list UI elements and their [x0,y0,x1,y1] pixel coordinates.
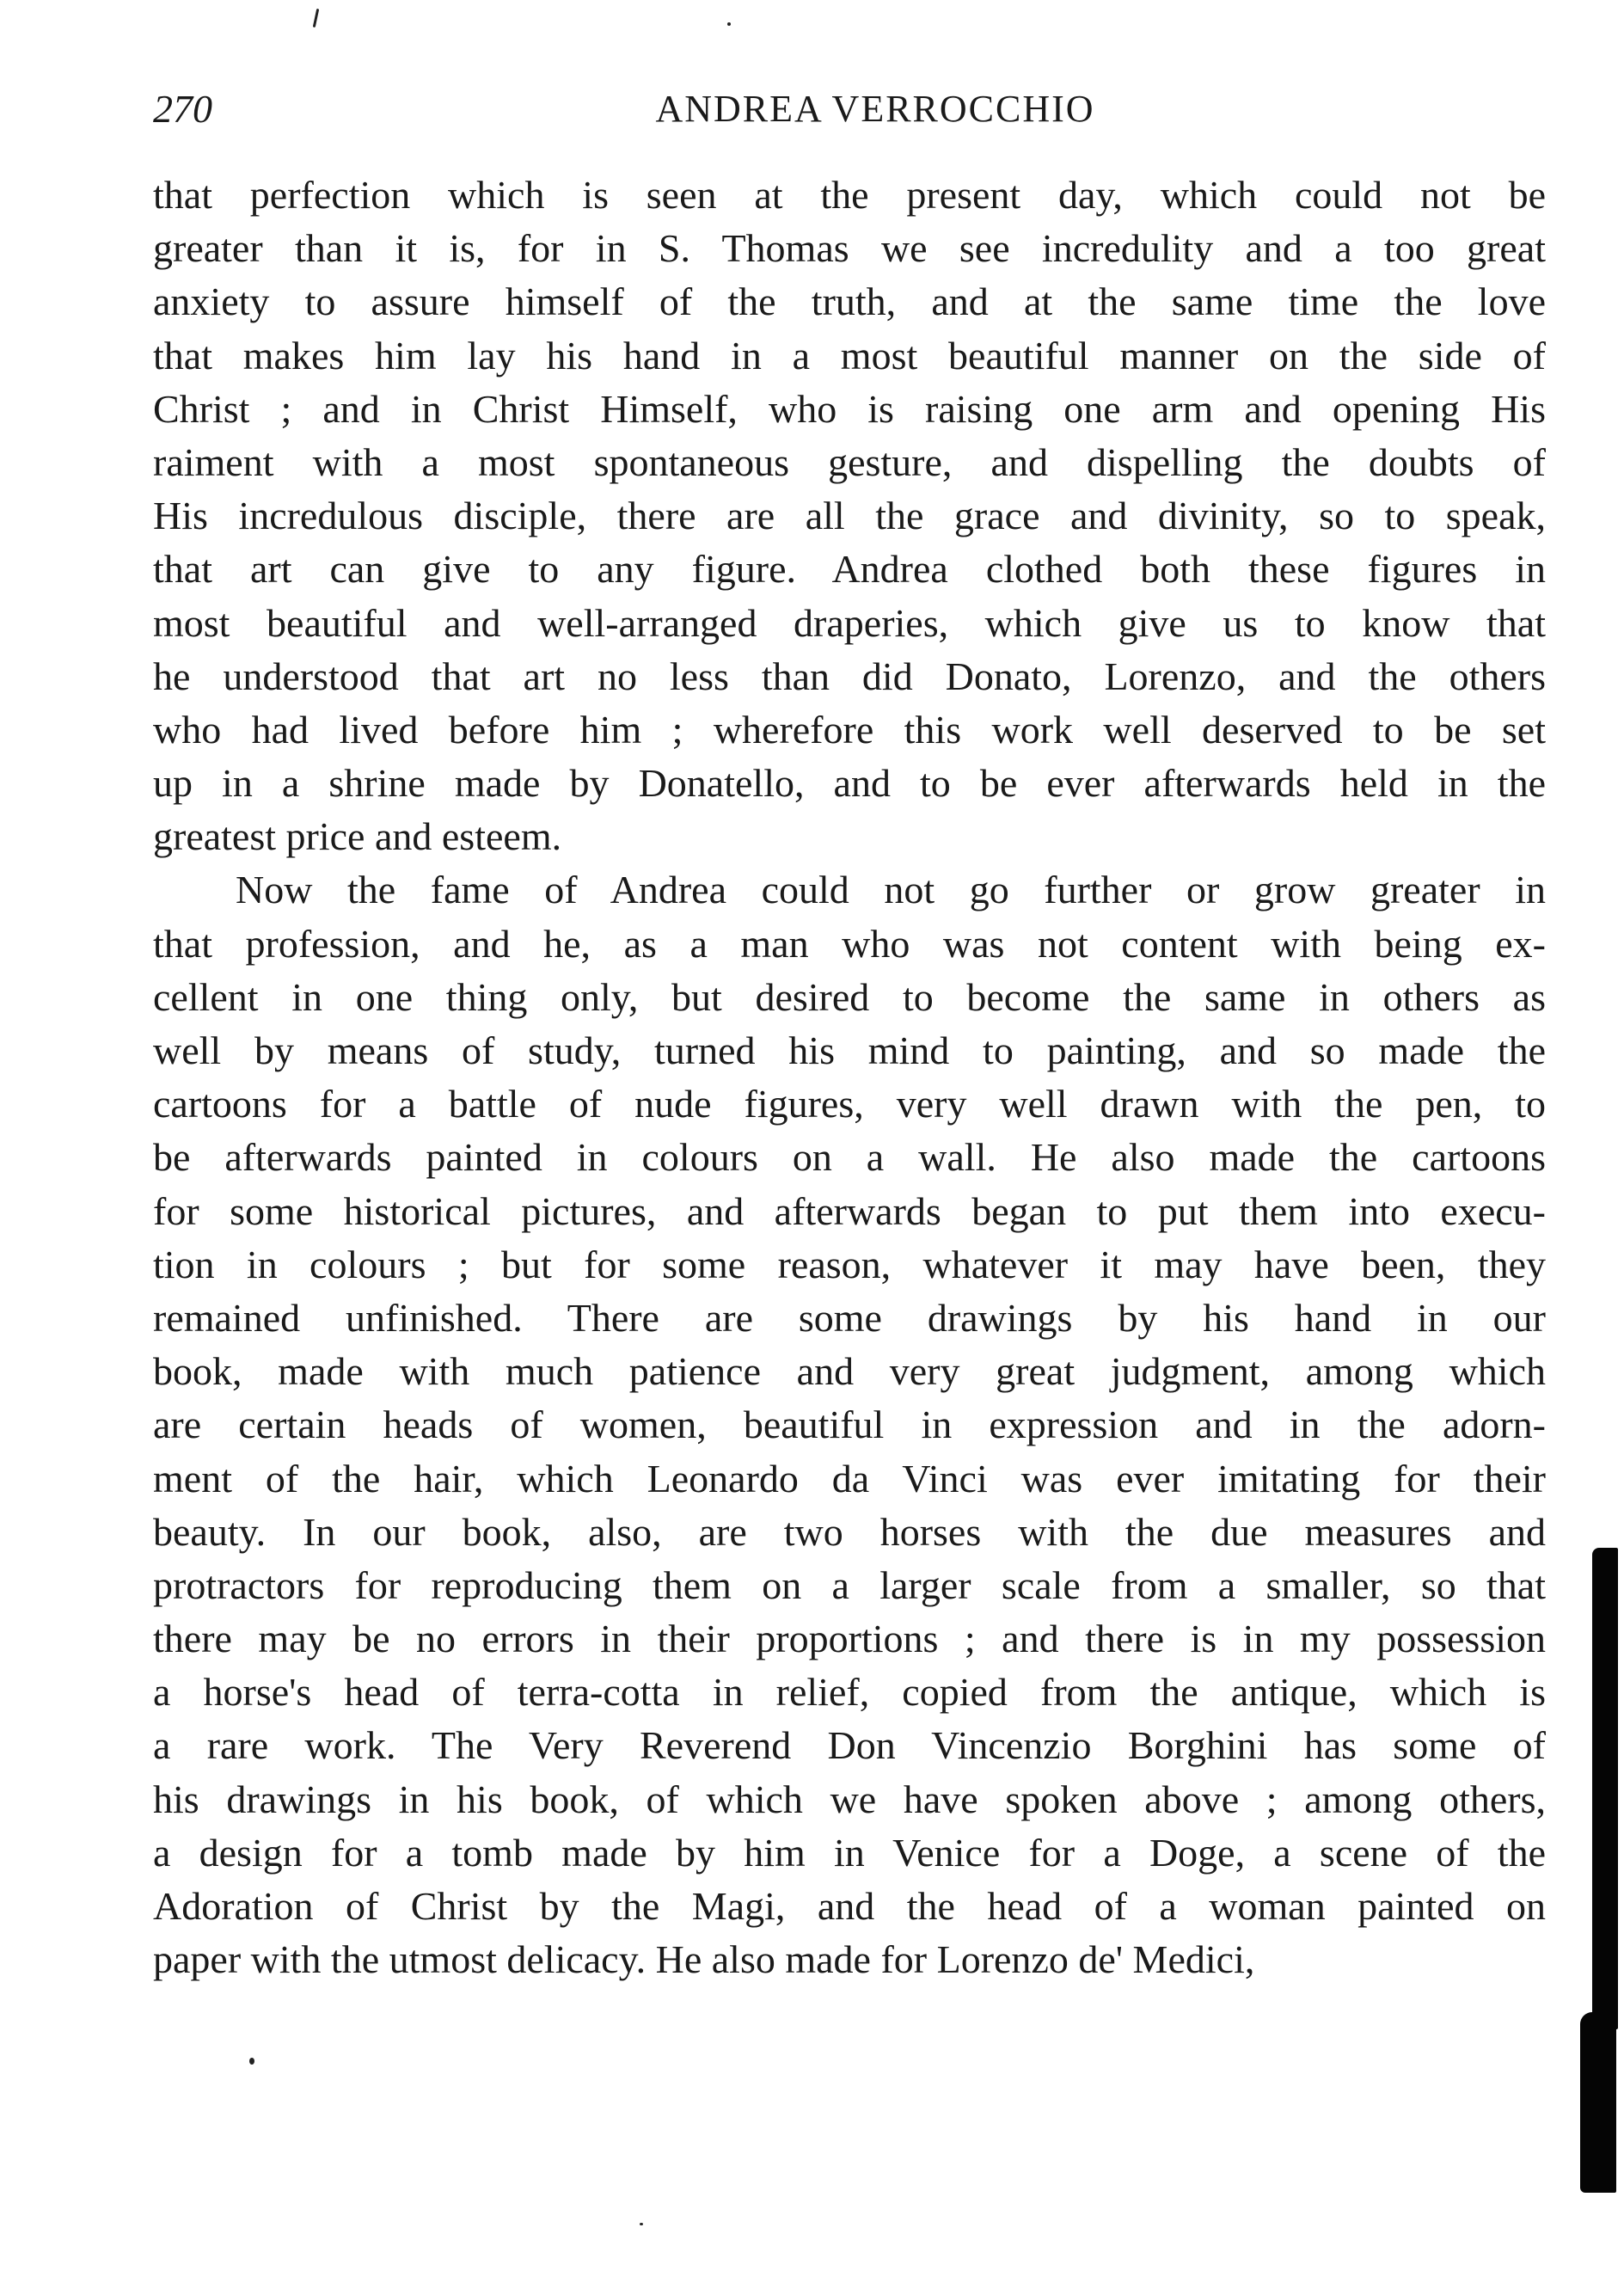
scan-speck [249,2058,254,2065]
text-line: that perfection which is seen at the present day, which could not be [153,173,1546,217]
text-line: protractors for reproducing them on a larger scale from a smaller, so that [153,1562,1546,1607]
scan-speck [727,22,731,26]
text-line: Now the fame of Andrea could not go further or grow greater in [236,868,1546,912]
text-line: ment of the hair, which Leonardo da Vinci was ever imitating for their [153,1456,1546,1501]
paragraph [153,169,1546,863]
running-head [153,79,1546,139]
text-line: there may be no errors in their proportions ; and there is in my possession [153,1617,1546,1661]
text-line: a horse's head of terra-cotta in relief, copied from the antique, which is [153,1670,1546,1715]
text-line: greater than it is, for in S. Thomas we see incredulity and a too great [153,226,1546,271]
running-title: ANDREA VERROCCHIO [655,88,1095,130]
text-line: he understood that art no less than did Donato, Lorenzo, and the others [153,654,1546,698]
text-line: who had lived before him ; wherefore this work well deserved to be set [153,707,1546,752]
text-line: Adoration of Christ by the Magi, and the head of a woman painted on [153,1884,1546,1928]
text-line: up in a shrine made by Donatello, and to be ever afterwards held in the [153,761,1546,806]
text-line: his drawings in his book, of which we have spoken above ; among others, [153,1777,1546,1821]
text-line: remained unfinished. There are some drawings by his hand in our [153,1295,1546,1340]
text-line: a rare work. The Very Reverend Don Vincenzio Borghini has some of [153,1723,1546,1768]
text-line: Christ ; and in Christ Himself, who is raising one arm and opening His [153,386,1546,431]
binding-edge-mark [1592,1548,1618,2029]
text-line: are certain heads of women, beautiful in expression and in the adorn- [153,1402,1546,1447]
text-line: beauty. In our book, also, are two horses with the due measures and [153,1509,1546,1554]
text-line: paper with the utmost delicacy. He also made for Lorenzo de' Medici, [153,1937,1255,1982]
text-line: most beautiful and well-arranged draperies, which give us to know that [153,600,1546,645]
text-line: cellent in one thing only, but desired to become the same in others as [153,974,1546,1019]
text-line: a design for a tomb made by him in Venice for a Doge, a scene of the [153,1830,1546,1875]
text-line: for some historical pictures, and afterwards began to put them into execu- [153,1188,1546,1233]
page-number: 270 [153,87,212,131]
scan-speck [640,2223,643,2225]
text-line: that makes him lay his hand in a most beautiful manner on the side of [153,333,1546,377]
text-line: raiment with a most spontaneous gesture, and dispelling the doubts of [153,439,1546,484]
scan-speck [313,9,320,28]
text-line: greatest price and esteem. [153,814,562,859]
paragraph [153,863,1546,1986]
text-line: that art can give to any figure. Andrea clothed both these figures in [153,547,1546,592]
text-line: that profession, and he, as a man who was not content with being ex- [153,921,1546,966]
text-line: tion in colours ; but for some reason, whatever it may have been, they [153,1242,1546,1286]
text-line: be afterwards painted in colours on a wall. He also made the cartoons [153,1135,1546,1180]
text-line: book, made with much patience and very great judgment, among which [153,1349,1546,1394]
text-line: His incredulous disciple, there are all the grace and divinity, so to speak, [153,494,1546,538]
body-text [153,169,1546,1986]
text-line: cartoons for a battle of nude figures, very well drawn with the pen, to [153,1082,1546,1126]
binding-edge-mark [1580,2012,1616,2193]
text-line: well by means of study, turned his mind to painting, and so made the [153,1028,1546,1072]
text-line: anxiety to assure himself of the truth, and at the same time the love [153,279,1546,324]
